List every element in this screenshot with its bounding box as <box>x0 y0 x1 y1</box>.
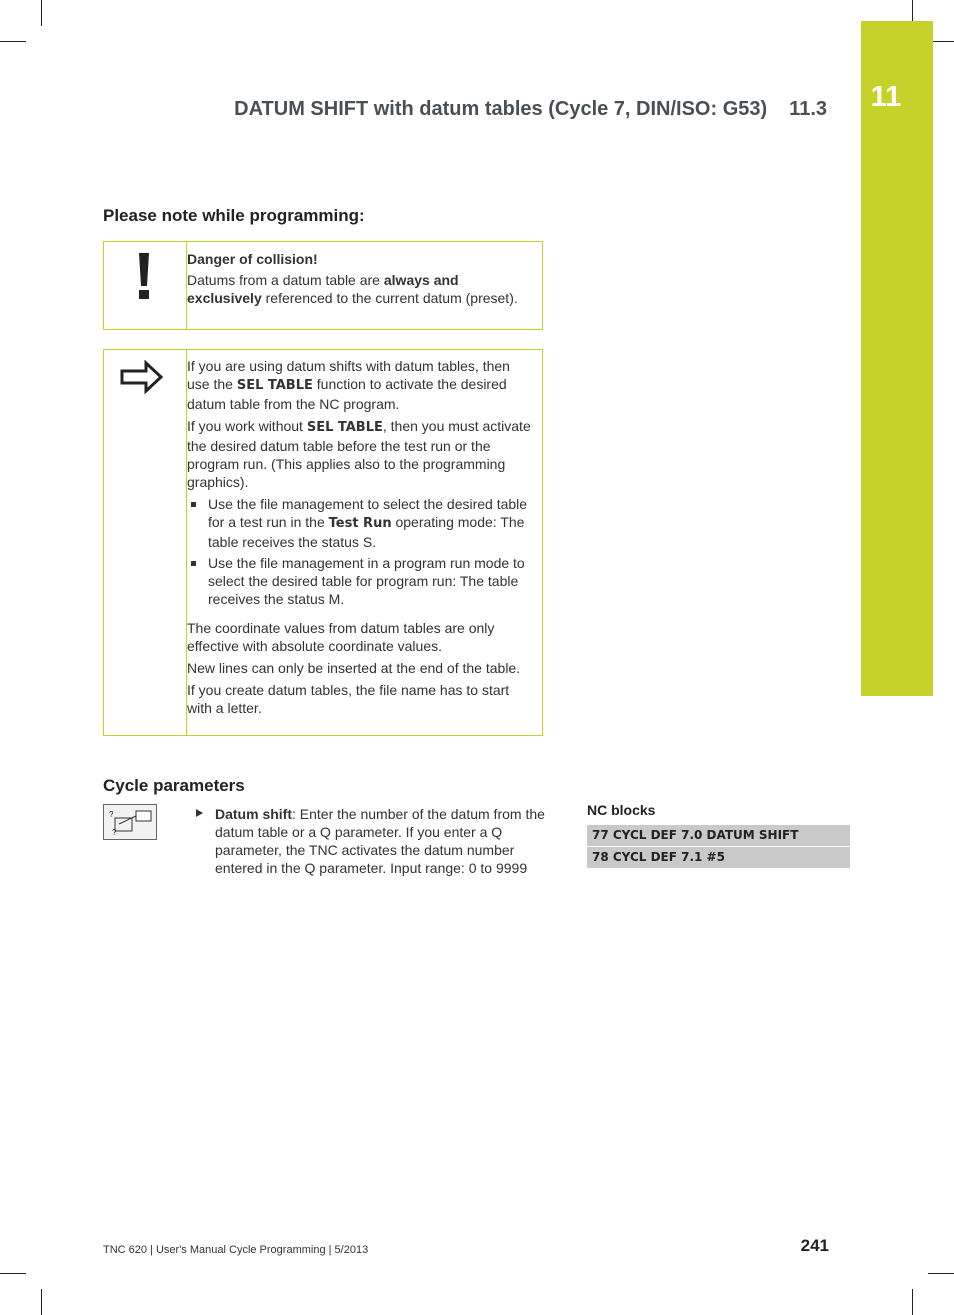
crop-mark <box>41 0 42 26</box>
running-head-section: 11.3 <box>789 98 827 120</box>
warning-text: Datums from a datum table are always and exclusively referenced to the current datum (preset). <box>187 272 518 306</box>
triangle-bullet-icon <box>196 809 203 817</box>
info-paragraph-1: If you are using datum shifts with datum tables, then use the SEL TABLE function to activate the desired datum table from the NC program. <box>187 358 510 412</box>
chapter-tab <box>861 21 933 696</box>
info-bullet-2: Use the file management in a program run mode to select the desired table for program run: The table receives the status M. <box>187 554 534 608</box>
warning-content <box>187 250 534 311</box>
crop-mark <box>0 1273 26 1274</box>
info-paragraph-3: The coordinate values from datum tables are only effective with absolute coordinate values. <box>187 620 495 654</box>
datum-shift-softkey <box>103 804 157 840</box>
footer-text: TNC 620 | User's Manual Cycle Programming | 5/2013 <box>103 1244 369 1256</box>
info-content <box>187 357 534 721</box>
crop-mark <box>912 1289 913 1315</box>
info-gutter <box>104 350 187 735</box>
crop-mark <box>928 1273 954 1274</box>
info-box <box>103 349 543 736</box>
info-bullet-1: Use the file management to select the desired table for a test run in the Test Run operating mode: The table receives the status S. <box>187 495 534 551</box>
parameter-text: Datum shift: Enter the number of the datum from the datum table or a Q parameter. If you enter a Q parameter, the TNC activates the datum number entered in the Q parameter. Input range: 0 to 9999 <box>215 806 545 876</box>
info-paragraph-2: If you work without SEL TABLE, then you must activate the desired datum table before the test run or the program run. (This applies also to the programming graphics). <box>187 418 531 490</box>
arrow-right-icon <box>120 360 164 394</box>
nc-block-row: 78 CYCL DEF 7.1 #5 <box>587 847 850 868</box>
exclamation-icon <box>136 252 152 300</box>
crop-mark <box>41 1289 42 1315</box>
warning-title: Danger of collision! <box>187 251 318 267</box>
datum-shift-softkey-icon <box>104 805 156 839</box>
svg-text:?: ? <box>109 810 114 819</box>
cycle-parameters-heading: Cycle parameters <box>103 776 245 795</box>
info-paragraph-5: If you create datum tables, the file name has to start with a letter. <box>187 682 510 716</box>
parameter-datum-shift <box>196 805 546 877</box>
page-number: 241 <box>800 1236 829 1255</box>
nc-blocks-table <box>587 825 850 869</box>
nc-block-row: 77 CYCL DEF 7.0 DATUM SHIFT <box>587 825 850 846</box>
svg-text:?: ? <box>112 828 117 837</box>
programming-notes-heading: Please note while programming: <box>103 206 365 225</box>
info-paragraph-4: New lines can only be inserted at the end of the table. <box>187 660 521 676</box>
crop-mark <box>0 41 26 42</box>
running-head-title: DATUM SHIFT with datum tables (Cycle 7, DIN/ISO: G53) <box>234 98 768 120</box>
chapter-number: 11 <box>870 81 902 113</box>
warning-box <box>103 241 543 330</box>
nc-blocks-title: NC blocks <box>587 802 656 818</box>
running-head <box>200 98 827 121</box>
